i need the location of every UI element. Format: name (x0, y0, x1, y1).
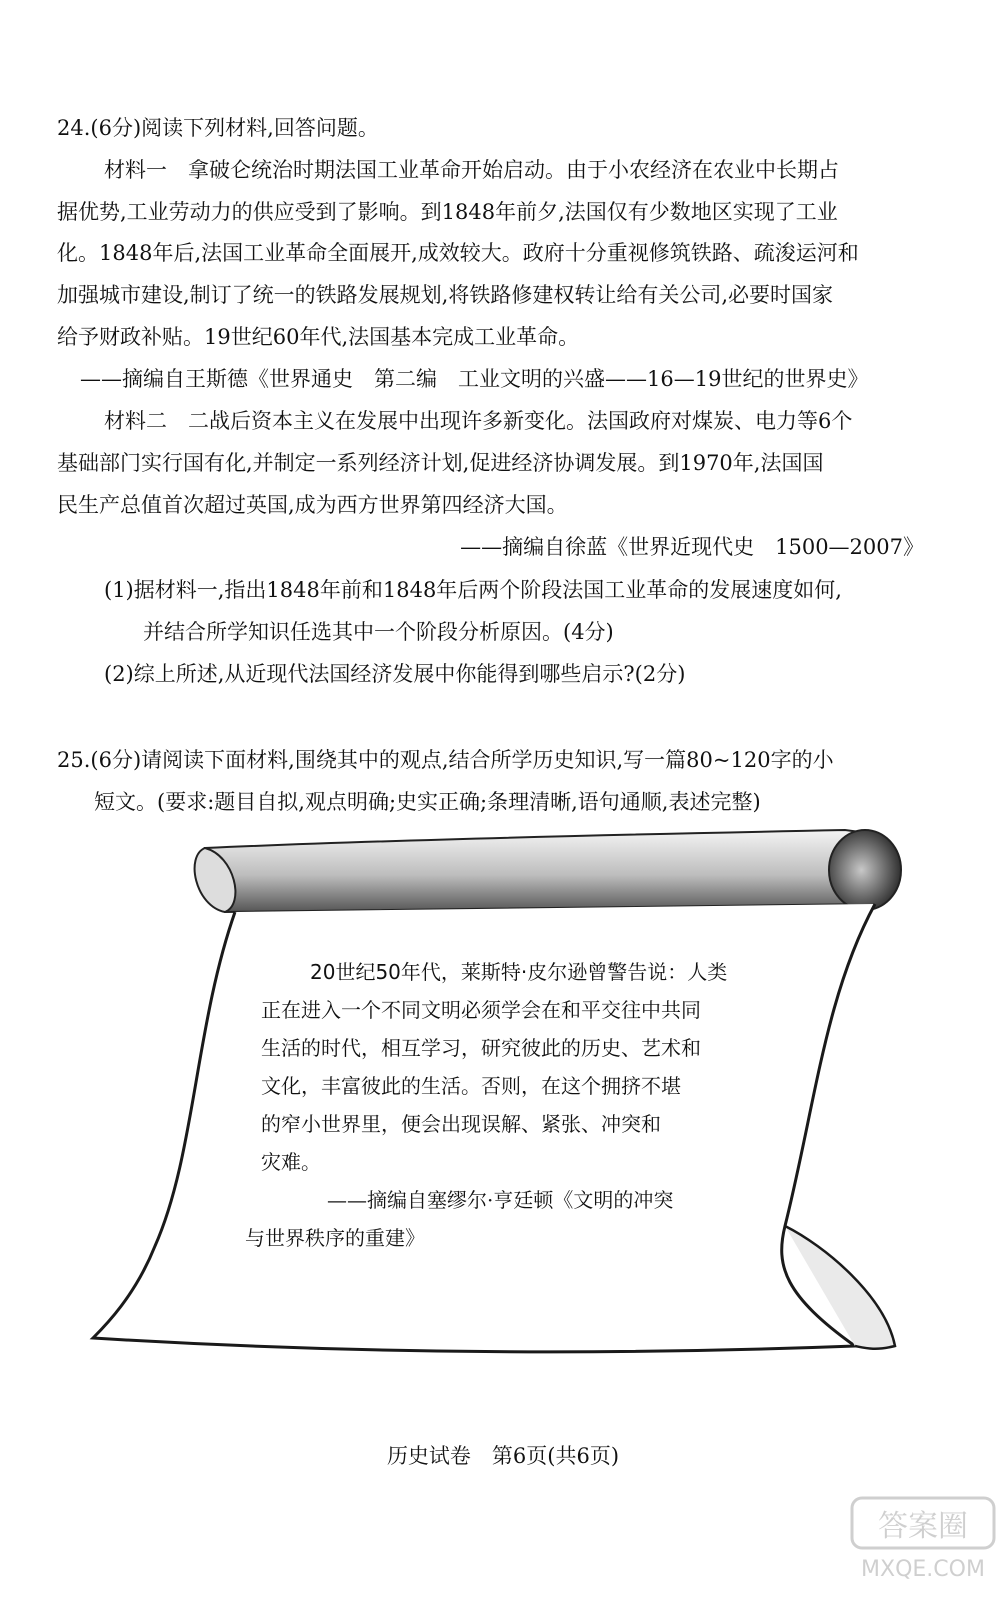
q24-m2-line3: 民生产总值首次超过英国,成为西方世界第四经济大国。 (57, 493, 568, 517)
scroll-illustration (85, 826, 905, 1366)
watermark-logo (848, 1492, 998, 1582)
q25-line1: 25.(6分)请阅读下面材料,围绕其中的观点,结合所学历史知识,写一篇80~120字的小 (57, 748, 834, 772)
scroll-text-line2: 正在进入一个不同文明必须学会在和平交往中共同 (261, 998, 701, 1022)
q24-m1-line4: 加强城市建设,制订了统一的铁路发展规划,将铁路修建权转让给有关公司,必要时国家 (57, 283, 834, 307)
q24-m2-line2: 基础部门实行国有化,并制定一系列经济计划,促进经济协调发展。到1970年,法国国 (57, 451, 824, 475)
svg-text:答案圈: 答案圈 (878, 1509, 968, 1544)
q24-heading: 24.(6分)阅读下列材料,回答问题。 (57, 116, 379, 140)
q24-m1-line5: 给予财政补贴。19世纪60年代,法国基本完成工业革命。 (57, 325, 580, 349)
svg-text:MXQE.COM: MXQE.COM (861, 1557, 985, 1582)
q24-sub2: (2)综上所述,从近现代法国经济发展中你能得到哪些启示?(2分) (104, 662, 686, 686)
scroll-text-line1: 20世纪50年代，莱斯特·皮尔逊曾警告说：人类 (310, 960, 728, 984)
q24-m1-line1: 材料一 拿破仑统治时期法国工业革命开始启动。由于小农经济在农业中长期占 (104, 158, 839, 182)
scroll-text-line4: 文化，丰富彼此的生活。否则，在这个拥挤不堪 (261, 1074, 681, 1098)
q24-m1-line2: 据优势,工业劳动力的供应受到了影响。到1848年前夕,法国仅有少数地区实现了工业 (57, 200, 838, 224)
scroll-text-line5: 的窄小世界里，便会出现误解、紧张、冲突和 (261, 1112, 661, 1136)
q24-sub1-line1: (1)据材料一,指出1848年前和1848年后两个阶段法国工业革命的发展速度如何, (104, 578, 842, 602)
scroll-text-line6: 灾难。 (261, 1150, 321, 1174)
scroll-source-line2: 与世界秩序的重建》 (245, 1226, 425, 1250)
q24-sub1-line2: 并结合所学知识任选其中一个阶段分析原因。(4分) (143, 620, 614, 644)
scroll-text-line3: 生活的时代，相互学习，研究彼此的历史、艺术和 (261, 1036, 701, 1060)
scroll-source-line1: ——摘编自塞缪尔·亨廷顿《文明的冲突 (327, 1188, 674, 1212)
q24-m1-source: ——摘编自王斯德《世界通史 第二编 工业文明的兴盛——16—19世纪的世界史》 (80, 367, 869, 391)
q24-m2-source: ——摘编自徐蓝《世界近现代史 1500—2007》 (460, 535, 924, 559)
q24-m2-line1: 材料二 二战后资本主义在发展中出现许多新变化。法国政府对煤炭、电力等6个 (104, 409, 853, 433)
q25-line2: 短文。(要求:题目自拟,观点明确;史实正确;条理清晰,语句通顺,表述完整) (94, 790, 761, 814)
page-footer: 历史试卷 第6页(共6页) (386, 1444, 620, 1468)
q24-m1-line3: 化。1848年后,法国工业革命全面展开,成效较大。政府十分重视修筑铁路、疏浚运河和 (57, 241, 859, 265)
